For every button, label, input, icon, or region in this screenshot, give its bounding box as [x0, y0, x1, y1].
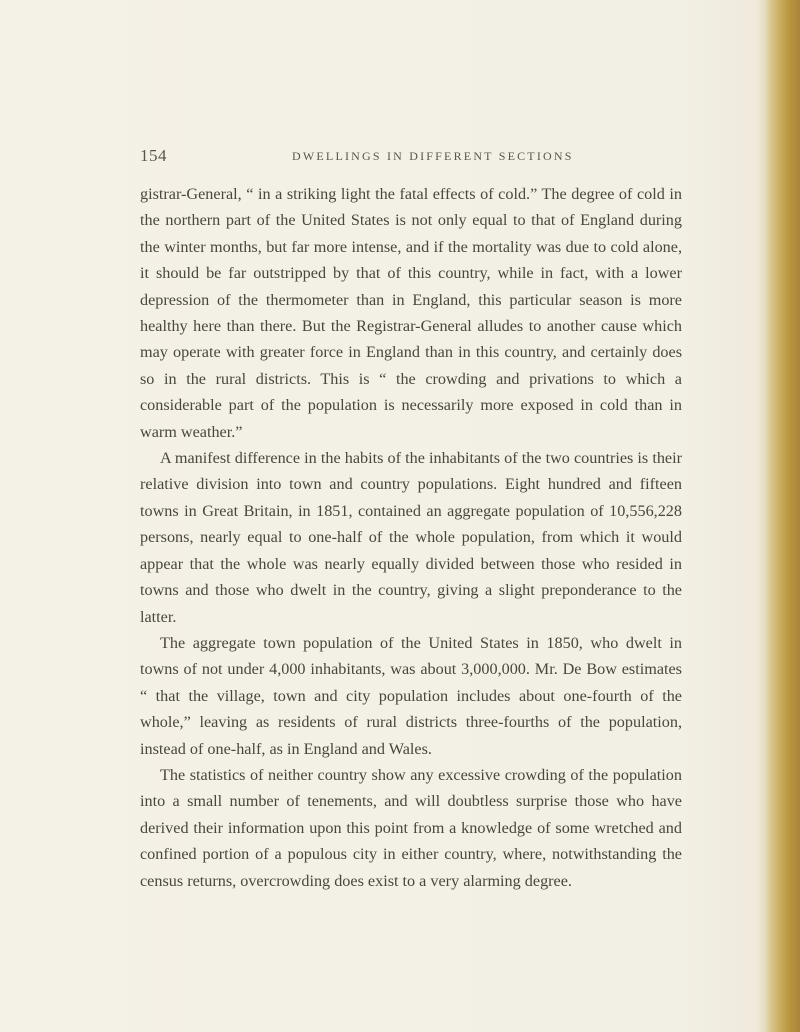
paragraph-3: The aggregate town population of the United States in 1850, who dwelt in towns of not under 4,000 inhabitants, was about 3,000,000. Mr. De Bow estimates “ that the village, town and city population includes about one-fourth of the whole,” leaving as residents of rural districts three-fourths of the population, instead of one-half, as in England and Wales.: [140, 633, 682, 758]
page-edge-shadow: [756, 0, 764, 1032]
page-header: [140, 146, 680, 166]
paragraph-4: The statistics of neither country show any excessive crowding of the population into a small number of tenements, and will doubtless surprise those who have derived their information upon this point from a knowledge of some wretched and confined portion of a populous city in either country, where, notwithstanding the census returns, overcrowding does exist to a very alarming degree.: [140, 765, 682, 890]
paragraph-2: A manifest difference in the habits of the inhabitants of the two countries is their relative division into town and country populations. Eight hundred and fifteen towns in Great Britain, in 1851, contained an aggregate population of 10,556,228 persons, nearly equal to one-half of the whole population, from which it would appear that the whole was nearly equally divided between those who resided in towns and those who dwelt in the country, giving a slight preponderance to the latter.: [140, 449, 682, 626]
paragraph-1: gistrar-General, “ in a striking light the fatal effects of cold.” The degree of cold in the northern part of the United States is not only equal to that of England during the winter months, but far more intense, and if the mortality was due to cold alone, it should be far outstripped by that of this country, while in fact, with a lower depression of the thermometer than in England, this particular season is more healthy here than there. But the Registrar-General alludes to another cause which may operate with greater force in England than in this country, and certainly does so in the rural districts. This is “ the crowding and privations to which a considerable part of the population is necessarily more exposed in cold than in warm weather.”: [140, 185, 682, 441]
book-gutter: [764, 0, 800, 1032]
running-head: DWELLINGS IN DIFFERENT SECTIONS: [292, 149, 574, 163]
body-text: [140, 181, 682, 894]
page-number: 154: [140, 146, 167, 165]
